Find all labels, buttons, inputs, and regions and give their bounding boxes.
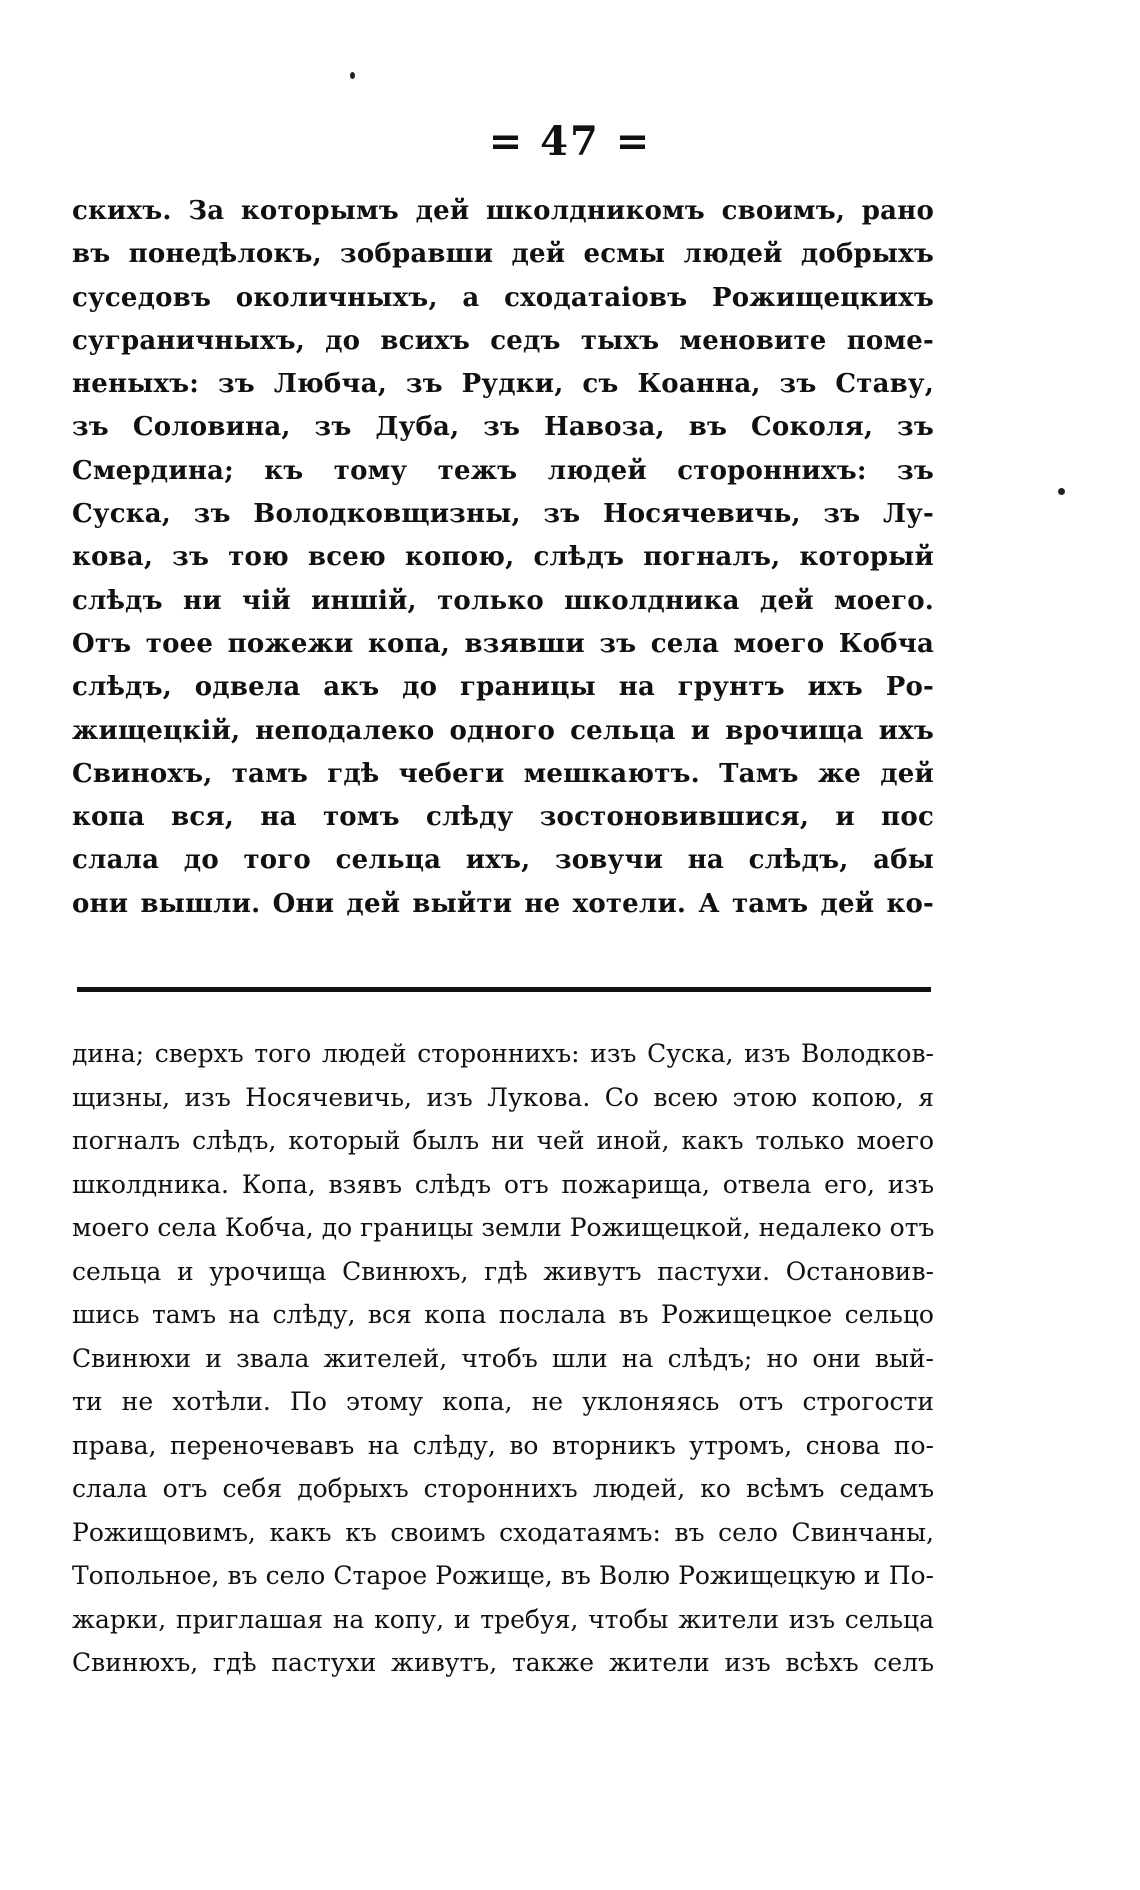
text-line: жищецкій, неподалеко одного сельца и врочища ихъ xyxy=(72,715,934,746)
text-line: Отъ тоее пожежи копа, взявши зъ села моего Кобча xyxy=(72,628,934,659)
text-line: скихъ. За которымъ дей школдникомъ своимъ, рано xyxy=(72,196,934,226)
page-number: = 47 = xyxy=(488,118,652,165)
text-line: моего села Кобча, до границы земли Рожищецкой, недалеко отъ xyxy=(72,1213,934,1242)
ink-speck xyxy=(1058,488,1065,495)
text-line: Суска, зъ Володковщизны, зъ Носячевичь, зъ Лу- xyxy=(72,499,934,530)
text-line: суграничныхъ, до всихъ седъ тыхъ меновите поме- xyxy=(72,325,934,356)
text-line: сельца и урочища Свинюхъ, гдѣ живутъ пастухи. Остановив- xyxy=(72,1256,934,1286)
original-text-block xyxy=(72,190,934,926)
section-divider xyxy=(77,987,931,992)
ink-speck xyxy=(350,72,355,79)
translation-text-block xyxy=(72,1032,934,1685)
text-line: ти не хотѣли. По этому копа, не уклоняясь отъ строгости xyxy=(72,1387,934,1416)
text-line: копа вся, на томъ слѣду зостоновившися, и пос xyxy=(72,802,934,833)
text-line: школдника. Копа, взявъ слѣдъ отъ пожарища, отвела его, изъ xyxy=(72,1169,934,1199)
text-line: они вышли. Они дей выйти не хотели. А тамъ дей ко- xyxy=(72,888,934,919)
text-line: Свинюхъ, гдѣ пастухи живутъ, также жители изъ всѣхъ селъ xyxy=(72,1648,934,1677)
text-line: жарки, приглашая на копу, и требуя, чтобы жители изъ сельца xyxy=(72,1604,934,1634)
text-line: права, переночевавъ на слѣду, во вторникъ утромъ, снова по- xyxy=(72,1430,934,1460)
text-line: щизны, изъ Носячевичь, изъ Лукова. Со всею этою копою, я xyxy=(72,1082,934,1112)
text-line: Свинохъ, тамъ гдѣ чебеги мешкаютъ. Тамъ же дей xyxy=(72,758,934,789)
text-line: неныхъ: зъ Любча, зъ Рудки, съ Коанна, зъ Ставу, xyxy=(72,369,934,400)
text-line: слѣдъ ни чій иншій, только школдника дей моего. xyxy=(72,585,934,616)
text-line: кова, зъ тою всею копою, слѣдъ погналъ, который xyxy=(72,542,934,573)
text-line: слала до того сельца ихъ, зовучи на слѣдъ, абы xyxy=(72,845,934,876)
text-line: Свинюхи и звала жителей, чтобъ шли на слѣдъ; но они вый- xyxy=(72,1343,934,1373)
text-line: слѣдъ, одвела акъ до границы на грунтъ ихъ Ро- xyxy=(72,672,934,703)
text-line: слала отъ себя добрыхъ стороннихъ людей, ко всѣмъ седамъ xyxy=(72,1474,934,1503)
text-line: шись тамъ на слѣду, вся копа послала въ Рожищецкое сельцо xyxy=(72,1300,934,1329)
text-line: погналъ слѣдъ, который былъ ни чей иной, какъ только моего xyxy=(72,1126,934,1155)
text-line: суседовъ околичныхъ, а сходатаіовъ Рожищецкихъ xyxy=(72,282,934,313)
text-line: въ понедѣлокъ, зобравши дей есмы людей добрыхъ xyxy=(72,239,934,270)
text-line: дина; сверхъ того людей стороннихъ: изъ Суска, изъ Володков- xyxy=(72,1039,934,1068)
text-line: Рожищовимъ, какъ къ своимъ сходатаямъ: въ село Свинчаны, xyxy=(72,1517,934,1547)
text-line: зъ Соловина, зъ Дуба, зъ Навоза, въ Соколя, зъ xyxy=(72,412,934,443)
text-line: Смердина; къ тому тежъ людей стороннихъ: зъ xyxy=(72,455,934,486)
text-line: Топольное, въ село Старое Рожище, въ Волю Рожищецкую и По- xyxy=(72,1561,934,1590)
